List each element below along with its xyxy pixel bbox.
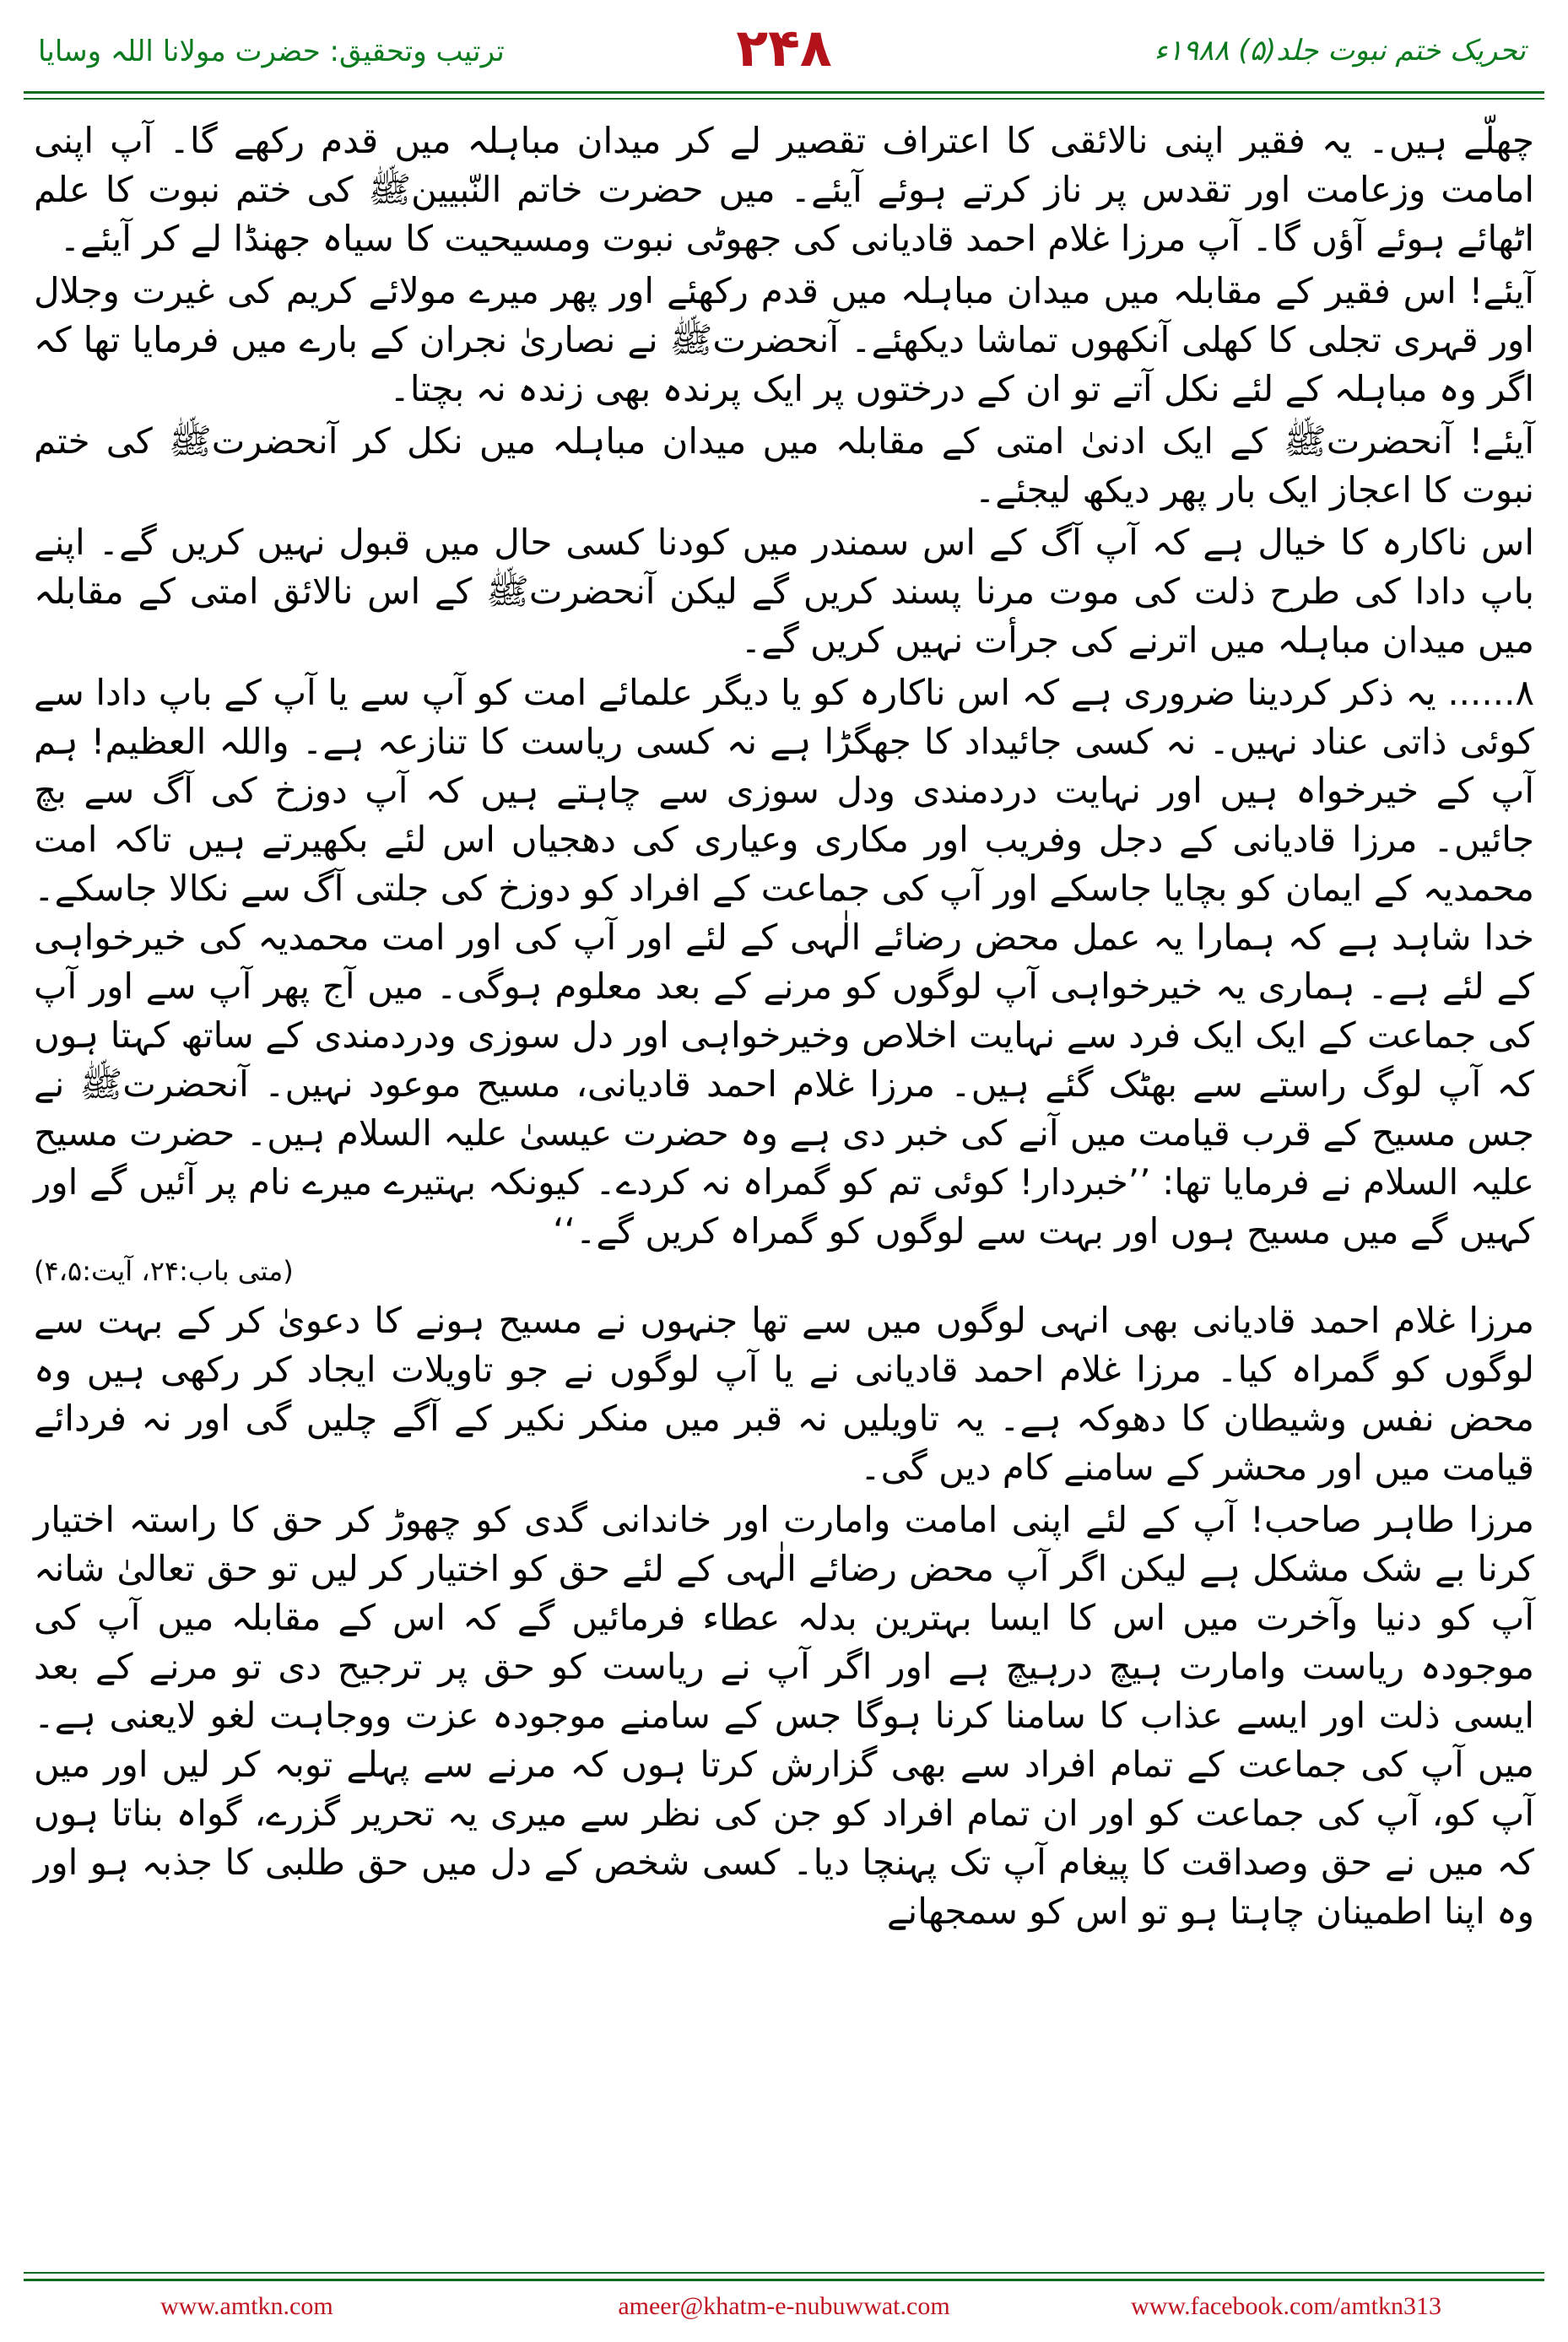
facebook-link[interactable]: www.facebook.com/amtkn313 <box>1131 2292 1441 2320</box>
compiler-credit: ترتیب وتحقیق: حضرت مولانا اللہ وسایا <box>38 35 505 68</box>
paragraph: آیئے! آنحضرتﷺ کے ایک ادنیٰ امتی کے مقابلہ میں میدان مباہلہ میں نکل کر آنحضرتﷺ کی ختم نبوت کا اعجاز ایک بار پھر دیکھ لیجئے۔ <box>34 420 1534 511</box>
page-header <box>0 0 1568 101</box>
scripture-reference: (متی باب:۲۴، آیت:۴،۵) <box>34 1255 294 1287</box>
website-link[interactable]: www.amtkn.com <box>160 2292 333 2320</box>
page-footer <box>0 2289 1568 2331</box>
header-divider-thin <box>24 98 1544 100</box>
paragraph: مرزا طاہر صاحب! آپ کے لئے اپنی امامت وامارت اور خاندانی گدی کو چھوڑ کر حق کا راستہ اختیار کرنا بے شک مشکل ہے لیکن اگر آپ محض رضائے الٰہی کے لئے حق کو اختیار کر لیں تو حق تعالیٰ شانہ آپ کو دنیا وآخرت میں اس کا ایسا بہترین بدلہ عطاء فرمائیں گے کہ اس کے مقابلہ میں آپ کی موجودہ ریاست وامارت ہیچ درہیچ ہے اور اگر آپ نے ریاست کو حق پر ترجیح دی تو مرنے کے بعد ایسی ذلت اور ایسے عذاب کا سامنا کرنا ہوگا جس کے سامنے موجودہ عزت ووجاہت لغو لایعنی ہے۔ میں آپ کی جماعت کے تمام افراد سے بھی گزارش کرتا ہوں کہ مرنے سے پہلے توبہ کر لیں اور میں آپ کو، آپ کی جماعت کو اور ان تمام افراد کو جن کی نظر سے میری یہ تحریر گزرے، گواہ بناتا ہوں کہ میں نے حق وصداقت کا پیغام آپ تک پہنچا دیا۔ کسی شخص کے دل میں حق طلبی کا جذبہ ہو اور وہ اپنا اطمینان چاہتا ہو تو اس کو سمجھانے <box>34 1499 1534 1932</box>
paragraph: ۸...... یہ ذکر کردینا ضروری ہے کہ اس ناکارہ کو یا دیگر علمائے امت کو آپ سے یا آپ کے باپ دادا سے کوئی ذاتی عناد نہیں۔ نہ کسی جائیداد کا جھگڑا ہے نہ کسی ریاست کا تنازعہ ہے۔ واللہ العظیم! ہم آپ کے خیرخواہ ہیں اور نہایت دردمندی ودل سوزی سے چاہتے ہیں کہ آپ دوزخ کی آگ سے بچ جائیں۔ مرزا قادیانی کے دجل وفریب اور مکاری وعیاری کی دھجیاں اس لئے بکھیرتے ہیں تاکہ امت محمدیہ کے ایمان کو بچایا جاسکے اور آپ کی جماعت کے افراد کو دوزخ کی جلتی آگ سے نکالا جاسکے۔ خدا شاہد ہے کہ ہمارا یہ عمل محض رضائے الٰہی کے لئے اور آپ کی اور امت محمدیہ کی خیرخواہی کے لئے ہے۔ ہماری یہ خیرخواہی آپ لوگوں کو مرنے کے بعد معلوم ہوگی۔ میں آج پھر آپ سے اور آپ کی جماعت کے ایک ایک فرد سے نہایت اخلاص وخیرخواہی اور دل سوزی ودردمندی کے ساتھ کہتا ہوں کہ آپ لوگ راستے سے بھٹک گئے ہیں۔ مرزا غلام احمد قادیانی، مسیح موعود نہیں۔ آنحضرتﷺ نے جس مسیح کے قرب قیامت میں آنے کی خبر دی ہے وہ حضرت عیسیٰ علیہ السلام ہیں۔ حضرت مسیح علیہ السلام نے فرمایا تھا: ’’خبردار! کوئی تم کو گمراہ نہ کردے۔ کیونکہ بہتیرے میرے نام پر آئیں گے اور کہیں گے میں مسیح ہوں اور بہت سے لوگوں کو گمراہ کریں گے۔‘‘ <box>34 672 1535 1252</box>
paragraph: آیئے! اس فقیر کے مقابلہ میں میدان مباہلہ میں قدم رکھئے اور پھر میرے مولائے کریم کی غیرت وجلال اور قہری تجلی کا کھلی آنکھوں تماشا دیکھئے۔ آنحضرتﷺ نے نصاریٰ نجران کے بارے میں فرمایا تھا کہ اگر وہ مباہلہ کے لئے نکل آتے تو ان کے درختوں پر ایک پرندہ بھی زندہ نہ بچتا۔ <box>34 270 1534 409</box>
email-link[interactable]: ameer@khatm-e-nubuwwat.com <box>618 2292 950 2320</box>
page-body <box>34 116 1534 2260</box>
paragraph: اس ناکارہ کا خیال ہے کہ آپ آگ کے اس سمندر میں کودنا کسی حال میں قبول نہیں کریں گے۔ اپنے باپ دادا کی طرح ذلت کی موت مرنا پسند کریں گے لیکن آنحضرتﷺ کے اس نالائق امتی کے مقابلہ میں میدان مباہلہ میں اترنے کی جرأت نہیں کریں گے۔ <box>34 522 1534 661</box>
page-number: ۲۴۸ <box>736 17 832 78</box>
footer-divider <box>24 2279 1544 2281</box>
book-title: تحریک ختم نبوت جلد(۵) ۱۹۸۸ء <box>1154 34 1526 68</box>
footer-divider-thin <box>24 2272 1544 2274</box>
header-divider <box>24 91 1544 94</box>
paragraph: مرزا غلام احمد قادیانی بھی انہی لوگوں میں سے تھا جنہوں نے مسیح ہونے کا دعویٰ کر کے بہت سے لوگوں کو گمراہ کیا۔ مرزا غلام احمد قادیانی نے یا آپ لوگوں نے جو تاویلات ایجاد کر رکھی ہیں وہ محض نفس وشیطان کا دھوکہ ہے۔ یہ تاویلیں نہ قبر میں منکر نکیر کے آگے چلیں گی اور نہ فردائے قیامت میں اور محشر کے سامنے کام دیں گی۔ <box>34 1300 1534 1488</box>
paragraph: چھلّے ہیں۔ یہ فقیر اپنی نالائقی کا اعتراف تقصیر لے کر میدان مباہلہ میں قدم رکھے گا۔ آپ اپنی امامت وزعامت اور تقدس پر ناز کرتے ہوئے آیئے۔ میں حضرت خاتم النّبیینﷺ کی ختم نبوت کا علم اٹھائے ہوئے آؤں گا۔ آپ مرزا غلام احمد قادیانی کی جھوٹی نبوت ومسیحیت کا سیاہ جھنڈا لے کر آیئے۔ <box>34 120 1534 259</box>
